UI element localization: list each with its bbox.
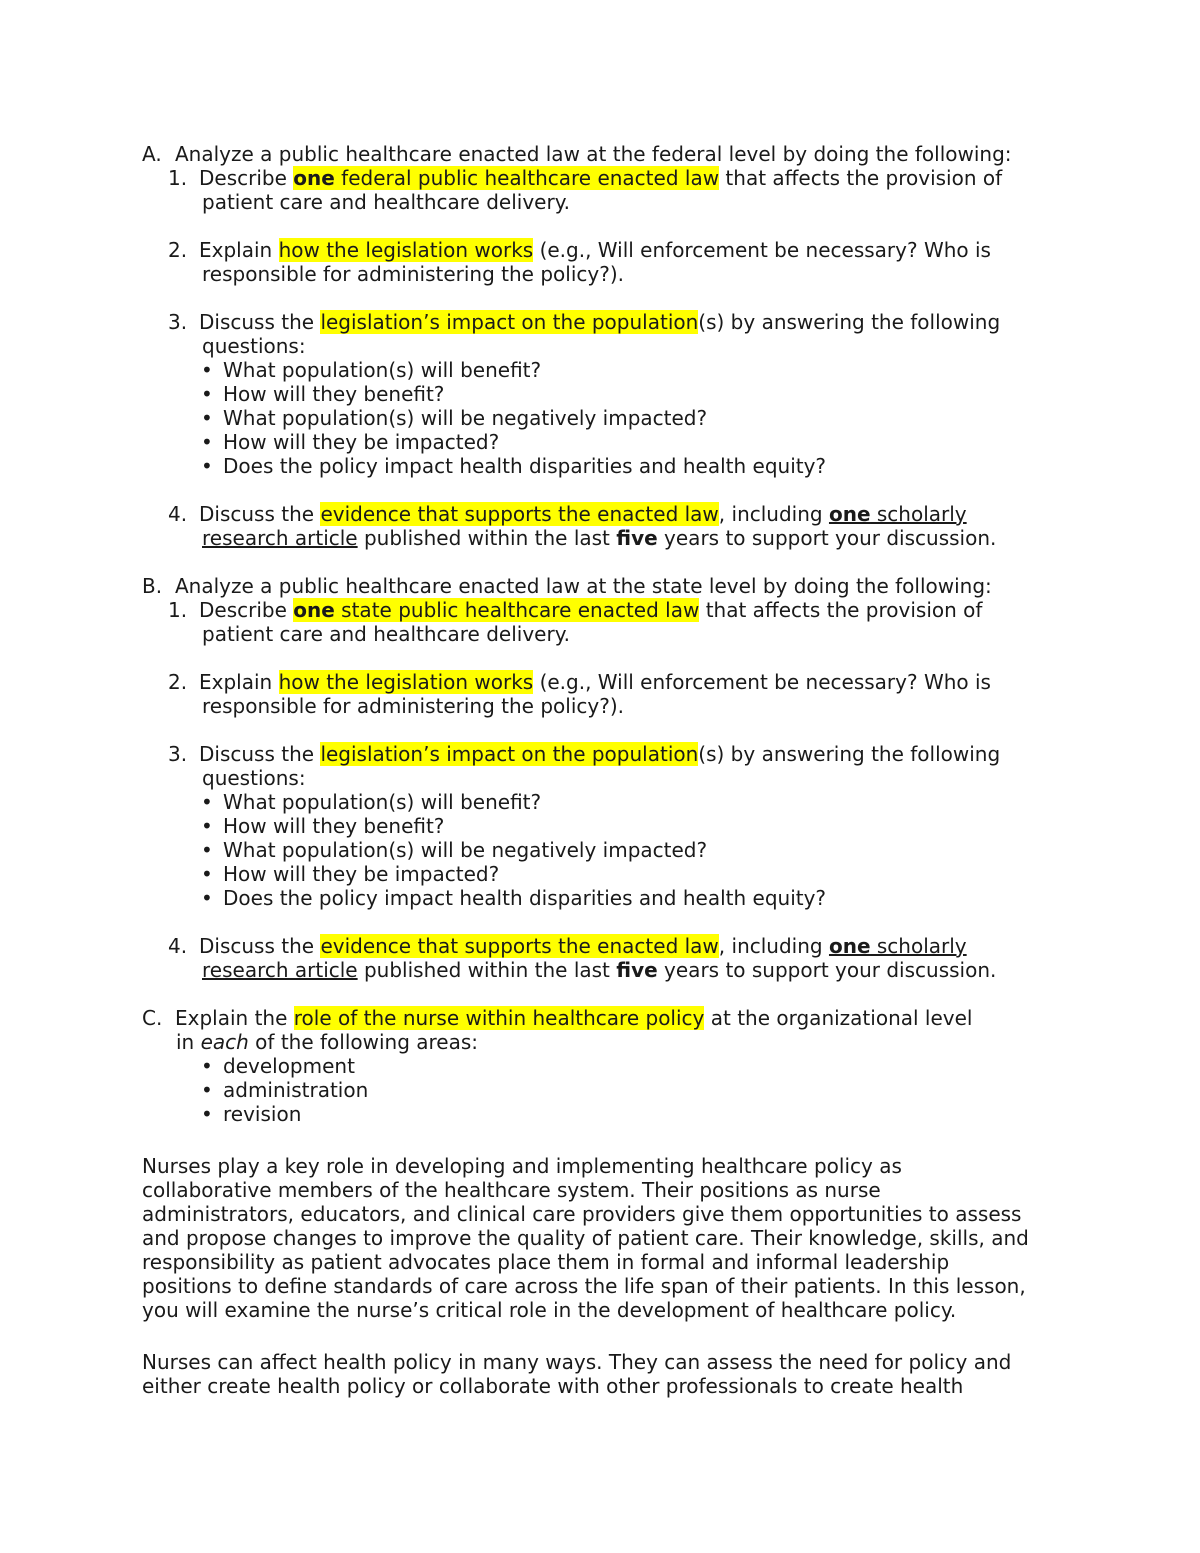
b-item1-one: one — [293, 598, 335, 622]
bullet-icon: • — [201, 382, 213, 406]
a-item3-number: 3. — [168, 310, 188, 334]
bullet-icon: • — [201, 814, 213, 838]
a-item4-five: five — [616, 526, 658, 550]
a-item4-line2 — [202, 526, 996, 550]
b-item4-mid: , including — [718, 934, 823, 958]
a-item4-line2-pre: published within the last — [357, 526, 617, 550]
a-item2-highlight: how the legislation works — [278, 238, 534, 262]
c-highlight: role of the nurse within healthcare policy — [293, 1006, 705, 1030]
b-item2-line2: responsible for administering the policy?). — [202, 694, 624, 718]
a-item1-one: one — [293, 166, 335, 190]
bullet-icon: • — [201, 790, 213, 814]
bullet-icon: • — [201, 1102, 213, 1126]
c-post: at the organizational level — [704, 1006, 973, 1030]
a-item3-line2: questions: — [202, 334, 306, 358]
b-item4-line1 — [199, 934, 967, 958]
b-bullet-4: How will they be impacted? — [223, 862, 500, 886]
b-item4-one: one — [828, 934, 871, 958]
b-item1-highlight — [293, 598, 699, 622]
a-item1-line2: patient care and healthcare delivery. — [202, 190, 571, 214]
a-item4-pre: Discuss the — [199, 502, 315, 526]
b-item1-post: that affects the provision of — [699, 598, 983, 622]
bullet-icon: • — [201, 430, 213, 454]
b-item1-pre: Describe — [199, 598, 287, 622]
b-item3-line1 — [199, 742, 1000, 766]
b-item1-number: 1. — [168, 598, 188, 622]
bullet-icon: • — [201, 886, 213, 910]
c-each: each — [200, 1030, 249, 1054]
a-item1-pre: Describe — [199, 166, 287, 190]
bullet-icon: • — [201, 358, 213, 382]
b-item4-number: 4. — [168, 934, 188, 958]
c-line2 — [176, 1030, 478, 1054]
b-item4-scholarly — [829, 934, 967, 958]
a-item2-post: (e.g., Will enforcement be necessary? Who is — [533, 238, 991, 262]
b-item2-pre: Explain — [199, 670, 273, 694]
b-item3-highlight: legislation’s impact on the population — [320, 742, 699, 766]
a-item1-number: 1. — [168, 166, 188, 190]
a-item2-pre: Explain — [199, 238, 273, 262]
a-item3-post: (s) by answering the following — [698, 310, 1001, 334]
c-line2-pre: in — [176, 1030, 201, 1054]
a-item2-line2: responsible for administering the policy?). — [202, 262, 624, 286]
b-item4-line2 — [202, 958, 996, 982]
para2-line2: either create health policy or collaborate with other professionals to create health — [142, 1374, 964, 1398]
para1-line4: and propose changes to improve the quality of patient care. Their knowledge, skills, and — [142, 1226, 1029, 1250]
a-item4-line2-post: years to support your discussion. — [657, 526, 997, 550]
a-item4-mid: , including — [718, 502, 823, 526]
section-c-marker: C. — [142, 1006, 163, 1030]
a-item3-line1 — [199, 310, 1000, 334]
a-item1-post: that affects the provision of — [719, 166, 1003, 190]
para2-line1: Nurses can affect health policy in many ways. They can assess the need for policy and — [142, 1350, 1012, 1374]
bullet-icon: • — [201, 406, 213, 430]
b-item3-number: 3. — [168, 742, 188, 766]
a-item4-scholarly-text: scholarly — [870, 502, 967, 526]
bullet-icon: • — [201, 454, 213, 478]
a-item1-line1 — [199, 166, 1002, 190]
section-b-intro: Analyze a public healthcare enacted law at the state level by doing the following: — [175, 574, 992, 598]
para1-line5: responsibility as patient advocates place them in formal and informal leadership — [142, 1250, 950, 1274]
c-line2-post: of the following areas: — [248, 1030, 479, 1054]
b-item4-research-article: research article — [202, 958, 358, 982]
c-pre: Explain the — [175, 1006, 288, 1030]
b-item4-line2-pre: published within the last — [357, 958, 617, 982]
a-item2-line1 — [199, 238, 991, 262]
c-line1 — [175, 1006, 972, 1030]
a-item1-highlight — [293, 166, 719, 190]
b-bullet-3: What population(s) will be negatively impacted? — [223, 838, 708, 862]
section-a-intro: Analyze a public healthcare enacted law at the federal level by doing the following: — [175, 142, 1012, 166]
b-item3-post: (s) by answering the following — [698, 742, 1001, 766]
a-item4-research-article: research article — [202, 526, 358, 550]
a-item4-highlight: evidence that supports the enacted law — [320, 502, 719, 526]
bullet-icon: • — [201, 1054, 213, 1078]
b-item2-line1 — [199, 670, 991, 694]
b-item4-scholarly-text: scholarly — [870, 934, 967, 958]
a-bullet-4: How will they be impacted? — [223, 430, 500, 454]
a-item3-pre: Discuss the — [199, 310, 315, 334]
c-bullet-1: development — [223, 1054, 355, 1078]
c-bullet-2: administration — [223, 1078, 369, 1102]
b-item1-line2: patient care and healthcare delivery. — [202, 622, 571, 646]
b-item2-post: (e.g., Will enforcement be necessary? Who is — [533, 670, 991, 694]
b-item2-highlight: how the legislation works — [278, 670, 534, 694]
b-item4-five: five — [616, 958, 658, 982]
a-bullet-3: What population(s) will be negatively impacted? — [223, 406, 708, 430]
b-item4-highlight: evidence that supports the enacted law — [320, 934, 719, 958]
a-bullet-5: Does the policy impact health disparities and health equity? — [223, 454, 827, 478]
a-bullet-2: How will they benefit? — [223, 382, 445, 406]
para1-line6: positions to define standards of care across the life span of their patients. In this lesson, — [142, 1274, 1026, 1298]
b-item4-pre: Discuss the — [199, 934, 315, 958]
a-item2-number: 2. — [168, 238, 188, 262]
b-item1-law: state public healthcare enacted law — [334, 598, 700, 622]
a-item4-number: 4. — [168, 502, 188, 526]
b-bullet-1: What population(s) will benefit? — [223, 790, 542, 814]
b-item1-line1 — [199, 598, 982, 622]
section-b-marker: B. — [142, 574, 163, 598]
b-item4-line2-post: years to support your discussion. — [657, 958, 997, 982]
para1-line2: collaborative members of the healthcare system. Their positions as nurse — [142, 1178, 881, 1202]
a-item4-scholarly — [829, 502, 967, 526]
c-bullet-3: revision — [223, 1102, 302, 1126]
b-item2-number: 2. — [168, 670, 188, 694]
a-item3-highlight: legislation’s impact on the population — [320, 310, 699, 334]
bullet-icon: • — [201, 1078, 213, 1102]
b-bullet-5: Does the policy impact health disparities and health equity? — [223, 886, 827, 910]
a-bullet-1: What population(s) will benefit? — [223, 358, 542, 382]
para1-line7: you will examine the nurse’s critical role in the development of healthcare policy. — [142, 1298, 957, 1322]
b-bullet-2: How will they benefit? — [223, 814, 445, 838]
para1-line3: administrators, educators, and clinical care providers give them opportunities to assess — [142, 1202, 1022, 1226]
para1-line1: Nurses play a key role in developing and implementing healthcare policy as — [142, 1154, 902, 1178]
a-item1-law: federal public healthcare enacted law — [334, 166, 720, 190]
section-a-marker: A. — [142, 142, 162, 166]
b-item3-line2: questions: — [202, 766, 306, 790]
b-item3-pre: Discuss the — [199, 742, 315, 766]
a-item4-one: one — [828, 502, 871, 526]
a-item4-line1 — [199, 502, 967, 526]
bullet-icon: • — [201, 838, 213, 862]
bullet-icon: • — [201, 862, 213, 886]
